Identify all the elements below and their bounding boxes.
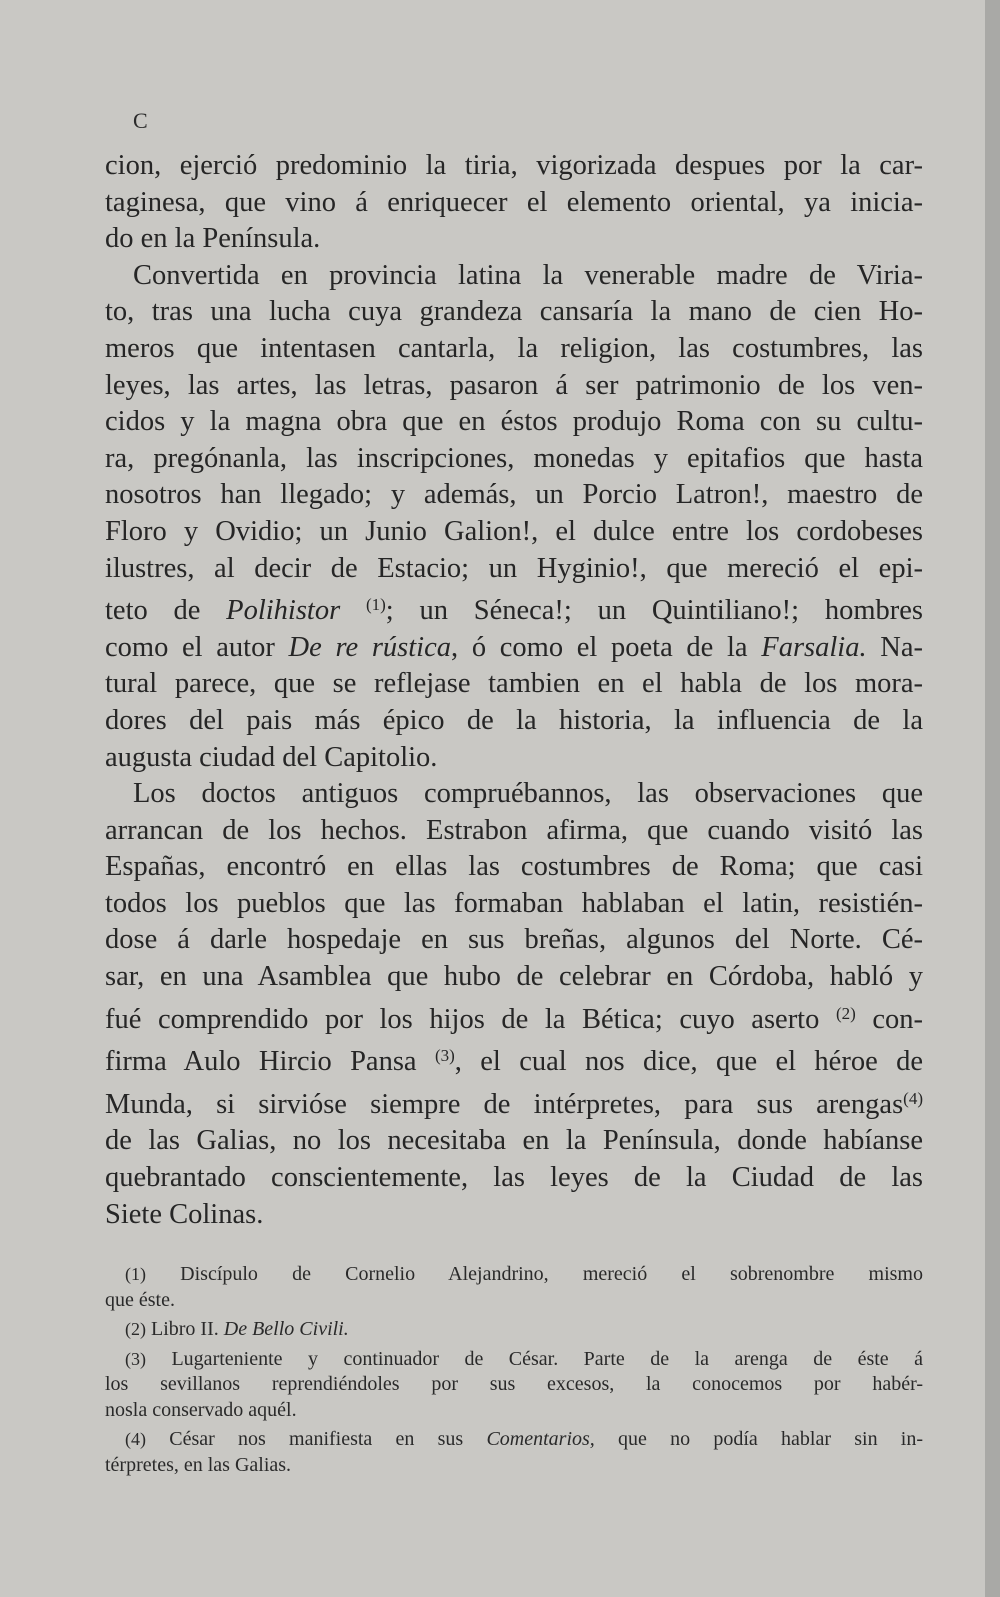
main-text — [105, 148, 923, 1233]
text-line — [105, 587, 923, 630]
text-line: todos los pueblos que las formaban hablaban el latin, resistién- — [105, 887, 923, 919]
text-line: taginesa, que vino á enriquecer el elemento oriental, ya inicia- — [105, 186, 923, 218]
footnote-number: (2) — [125, 1319, 146, 1339]
text-line — [105, 1081, 923, 1124]
text-line: térpretes, en las Galias. — [105, 1453, 292, 1476]
text-line: nosla conservado aquél. — [105, 1398, 297, 1421]
footnote-3 — [105, 1347, 923, 1424]
text-fragment: con- — [855, 1003, 924, 1035]
text-line: to, tras una lucha cuya grandeza cansaría la mano de cien Ho- — [105, 296, 923, 328]
text-line: dores del pais más épico de la historia, la influencia de la — [105, 704, 923, 736]
text-fragment: , ó como el poeta de la — [451, 631, 748, 663]
text-line: leyes, las artes, las letras, pasaron á ser patrimonio de los ven- — [105, 369, 923, 401]
text-fragment: César nos manifiesta en sus — [169, 1428, 464, 1450]
text-line — [105, 996, 923, 1039]
italic-title: Farsalia. — [761, 631, 867, 663]
text-line — [105, 1347, 923, 1373]
text-fragment: fué comprendido por los hijos de la Bética; cuyo aserto — [105, 1003, 820, 1035]
text-line — [105, 1427, 923, 1453]
footnote-1 — [105, 1262, 923, 1313]
text-line: de las Galias, no los necesitaba en la Península, donde habíanse — [105, 1125, 923, 1157]
text-fragment: como el autor — [105, 631, 275, 663]
text-line — [105, 1317, 923, 1343]
text-line — [105, 1038, 923, 1081]
text-line: cidos y la magna obra que en éstos produjo Roma con su cultu- — [105, 406, 923, 438]
text-line — [105, 1262, 923, 1288]
footnote-ref: (3) — [434, 1046, 455, 1066]
footnote-number: (1) — [125, 1264, 146, 1284]
footnotes — [105, 1262, 923, 1482]
page-number: C — [133, 108, 148, 133]
footnote-2 — [105, 1317, 923, 1343]
text-fragment: ; un Séneca!; un Quintiliano!; hombres — [385, 595, 923, 627]
text-fragment: firma Aulo Hircio Pansa — [105, 1046, 417, 1078]
text-fragment: que no podía hablar sin in- — [618, 1428, 924, 1450]
footnote-number: (4) — [125, 1429, 146, 1449]
text-fragment: Na- — [866, 631, 924, 663]
text-line: Siete Colinas. — [105, 1198, 264, 1230]
text-fragment: , el cual nos dice, que el héroe de — [454, 1046, 923, 1078]
text-line: ra, pregónanla, las inscripciones, monedas y epitafios que hasta — [105, 442, 923, 474]
footnote-ref: (4) — [903, 1088, 923, 1108]
paragraph-start: Los doctos antiguos compruébannos, las observaciones que — [133, 778, 923, 810]
italic-title: Comentarios, — [486, 1428, 595, 1450]
text-fragment: teto de — [105, 595, 201, 627]
text-line: ilustres, al decir de Estacio; un Hyginio!, que mereció el epi- — [105, 552, 923, 584]
footnote-number: (3) — [125, 1348, 146, 1369]
text-line: cion, ejerció predominio la tiria, vigorizada despues por la car- — [105, 150, 923, 181]
footnote-ref: (2) — [835, 1003, 856, 1023]
italic-title: De re rústica — [288, 631, 451, 663]
text-line: los sevillanos reprendiéndoles por sus excesos, la conocemos por habér- — [105, 1373, 923, 1395]
italic-term: Polihistor — [226, 595, 341, 627]
paragraph-start: Convertida en provincia latina la venerable madre de Viria- — [133, 259, 923, 291]
text-fragment: Munda, si sirvióse siempre de intérpretes, para sus arengas — [105, 1088, 904, 1120]
text-line: dose á darle hospedaje en sus breñas, algunos del Norte. Cé- — [105, 924, 923, 956]
text-line: augusta ciudad del Capitolio. — [105, 741, 438, 773]
text-fragment: Libro II. — [151, 1318, 219, 1340]
text-fragment: Lugarteniente y continuador de César. Parte de la arenga de éste á — [171, 1347, 924, 1370]
text-line: do en la Península. — [105, 223, 321, 255]
text-line: meros que intentasen cantarla, la religion, las costumbres, las — [105, 332, 923, 364]
text-line: quebrantado conscientemente, las leyes de la Ciudad de las — [105, 1162, 923, 1194]
italic-title: De Bello Civili. — [223, 1318, 349, 1340]
text-line: Floro y Ovidio; un Junio Galion!, el dulce entre los cordobeses — [105, 515, 923, 547]
text-line: Españas, encontró en ellas las costumbres de Roma; que casi — [105, 851, 923, 883]
text-line: que éste. — [105, 1288, 175, 1311]
text-line: arrancan de los hechos. Estrabon afirma, que cuando visitó las — [105, 814, 923, 846]
text-line: nosotros han llegado; y además, un Porcio Latron!, maestro de — [105, 479, 923, 511]
text-line: tural parece, que se reflejase tambien en el habla de los mora- — [105, 668, 923, 700]
text-line: sar, en una Asamblea que hubo de celebrar en Córdoba, habló y — [105, 961, 923, 993]
footnote-ref: (1) — [365, 595, 386, 615]
text-line — [105, 630, 923, 667]
footnote-4 — [105, 1427, 923, 1478]
text-fragment: Discípulo de Cornelio Alejandrino, mereció el sobrenombre mismo — [180, 1263, 923, 1285]
